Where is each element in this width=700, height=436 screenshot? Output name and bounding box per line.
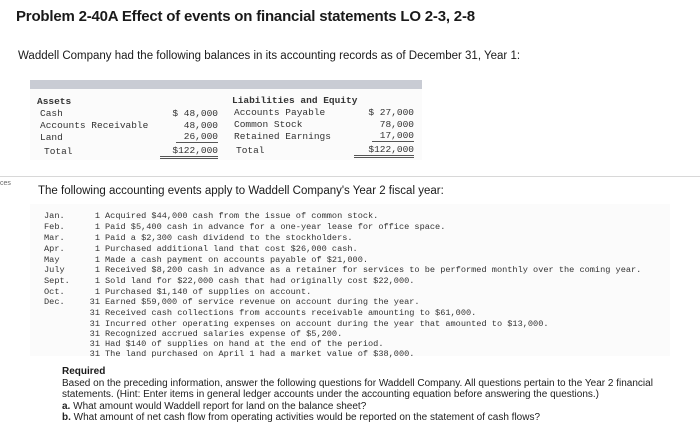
event-text: Acquired $44,000 cash from the issue of common stock.: [105, 211, 379, 221]
event-text: Received cash collections from accounts receivable amounting to $61,000.: [105, 308, 477, 318]
liab-amount-retained-earnings: 17,000: [372, 130, 414, 142]
event-row: [44, 265, 641, 275]
event-day: 1: [94, 233, 100, 243]
event-text: Received $8,200 cash in advance as a retainer for services to be performed monthly over the coming year.: [105, 265, 642, 275]
event-row: [44, 255, 368, 265]
event-month: Sept.: [44, 276, 70, 286]
asset-amount-receivable: 48,000: [183, 120, 218, 131]
asset-amount-cash: $ 48,000: [172, 108, 218, 119]
event-day: 31: [89, 319, 100, 329]
assets-total-label: Total: [44, 146, 73, 157]
assets-total-amount: $122,000: [160, 145, 218, 159]
liab-total-amount: $122,000: [354, 144, 414, 158]
liab-label-payable: Accounts Payable: [234, 107, 326, 118]
events-intro-text: The following accounting events apply to Waddell Company's Year 2 fiscal year:: [38, 185, 444, 197]
event-day: 1: [94, 244, 100, 254]
event-month: May: [44, 255, 60, 265]
event-text: Paid a $2,300 cash dividend to the stockholders.: [105, 233, 353, 243]
liab-label-common-stock: Common Stock: [234, 119, 303, 130]
asset-amount-land: 26,000: [176, 131, 218, 143]
question-text: What amount of net cash flow from operating activities would be reported on the statement of cash flows?: [73, 412, 541, 423]
liab-label-retained-earnings: Retained Earnings: [234, 131, 331, 142]
balance-table-header-bar: [30, 80, 422, 89]
event-row: [44, 339, 383, 349]
liab-amount-payable: $ 27,000: [368, 107, 414, 118]
event-text: Purchased $1,140 of supplies on account.: [105, 287, 312, 297]
question-letter: a.: [62, 401, 71, 412]
event-text: Sold land for $22,000 cash that had originally cost $22,000.: [105, 276, 415, 286]
event-row: [44, 222, 445, 232]
section-divider: [0, 176, 700, 177]
question-b: [62, 412, 540, 423]
event-day: 31: [89, 308, 100, 318]
event-row: [44, 287, 311, 297]
event-day: 1: [94, 265, 100, 275]
event-day: 31: [89, 339, 100, 349]
event-text: Incurred other operating expenses on account during the year that amounted to $13,000.: [105, 319, 549, 329]
event-month: Feb.: [44, 222, 65, 232]
event-row: [44, 329, 342, 339]
event-text: Purchased additional land that cost $26,000 cash.: [105, 244, 358, 254]
event-day: 1: [94, 287, 100, 297]
event-month: Mar.: [44, 233, 65, 243]
required-instructions: Based on the preceding information, answer the following questions for Waddell Company. All questions pertain to the Year 2 financial statements. (Hint: Enter items in general ledger accounts under the accounting equation before answering the questions.): [62, 378, 653, 400]
event-text: Earned $59,000 of service revenue on account during the year.: [105, 297, 420, 307]
problem-title: Problem 2-40A Effect of events on financial statements LO 2-3, 2-8: [16, 8, 475, 25]
event-text: The land purchased on April 1 had a market value of $38,000.: [105, 349, 415, 359]
event-row: [44, 276, 414, 286]
intro-text: Waddell Company had the following balances in its accounting records as of December 31, Year 1:: [18, 50, 521, 62]
event-day: 31: [89, 329, 100, 339]
event-row: [44, 244, 358, 254]
event-text: Recognized accrued salaries expense of $5,200.: [105, 329, 343, 339]
event-month: Oct.: [44, 287, 65, 297]
event-row: [44, 297, 420, 307]
event-day: 31: [89, 297, 100, 307]
question-letter: b.: [62, 412, 71, 423]
event-row: [44, 211, 378, 221]
event-month: Apr.: [44, 244, 65, 254]
event-row: [44, 308, 476, 318]
asset-label-land: Land: [40, 132, 63, 143]
liab-total-label: Total: [236, 145, 265, 156]
event-text: Made a cash payment on accounts payable of $21,000.: [105, 255, 369, 265]
liabilities-header: Liabilities and Equity: [232, 95, 358, 106]
event-row: [44, 349, 414, 359]
event-day: 1: [94, 276, 100, 286]
asset-label-receivable: Accounts Receivable: [40, 120, 149, 131]
event-day: 31: [89, 349, 100, 359]
event-day: 1: [94, 211, 100, 221]
required-heading: Required: [62, 366, 106, 377]
event-text: Paid $5,400 cash in advance for a one-year lease for office space.: [105, 222, 446, 232]
event-day: 1: [94, 222, 100, 232]
side-tab-label[interactable]: ces: [0, 180, 11, 187]
event-month: July: [44, 265, 65, 275]
question-text: What amount would Waddell report for land on the balance sheet?: [73, 401, 367, 412]
liab-amount-common-stock: 78,000: [379, 119, 414, 130]
assets-header: Assets: [37, 96, 72, 107]
event-text: Had $140 of supplies on hand at the end of the period.: [105, 339, 384, 349]
event-day: 1: [94, 255, 100, 265]
event-month: Dec.: [44, 297, 65, 307]
event-row: [44, 233, 353, 243]
question-a: [62, 401, 366, 412]
event-month: Jan.: [44, 211, 65, 221]
asset-label-cash: Cash: [40, 108, 63, 119]
event-row: [44, 319, 549, 329]
